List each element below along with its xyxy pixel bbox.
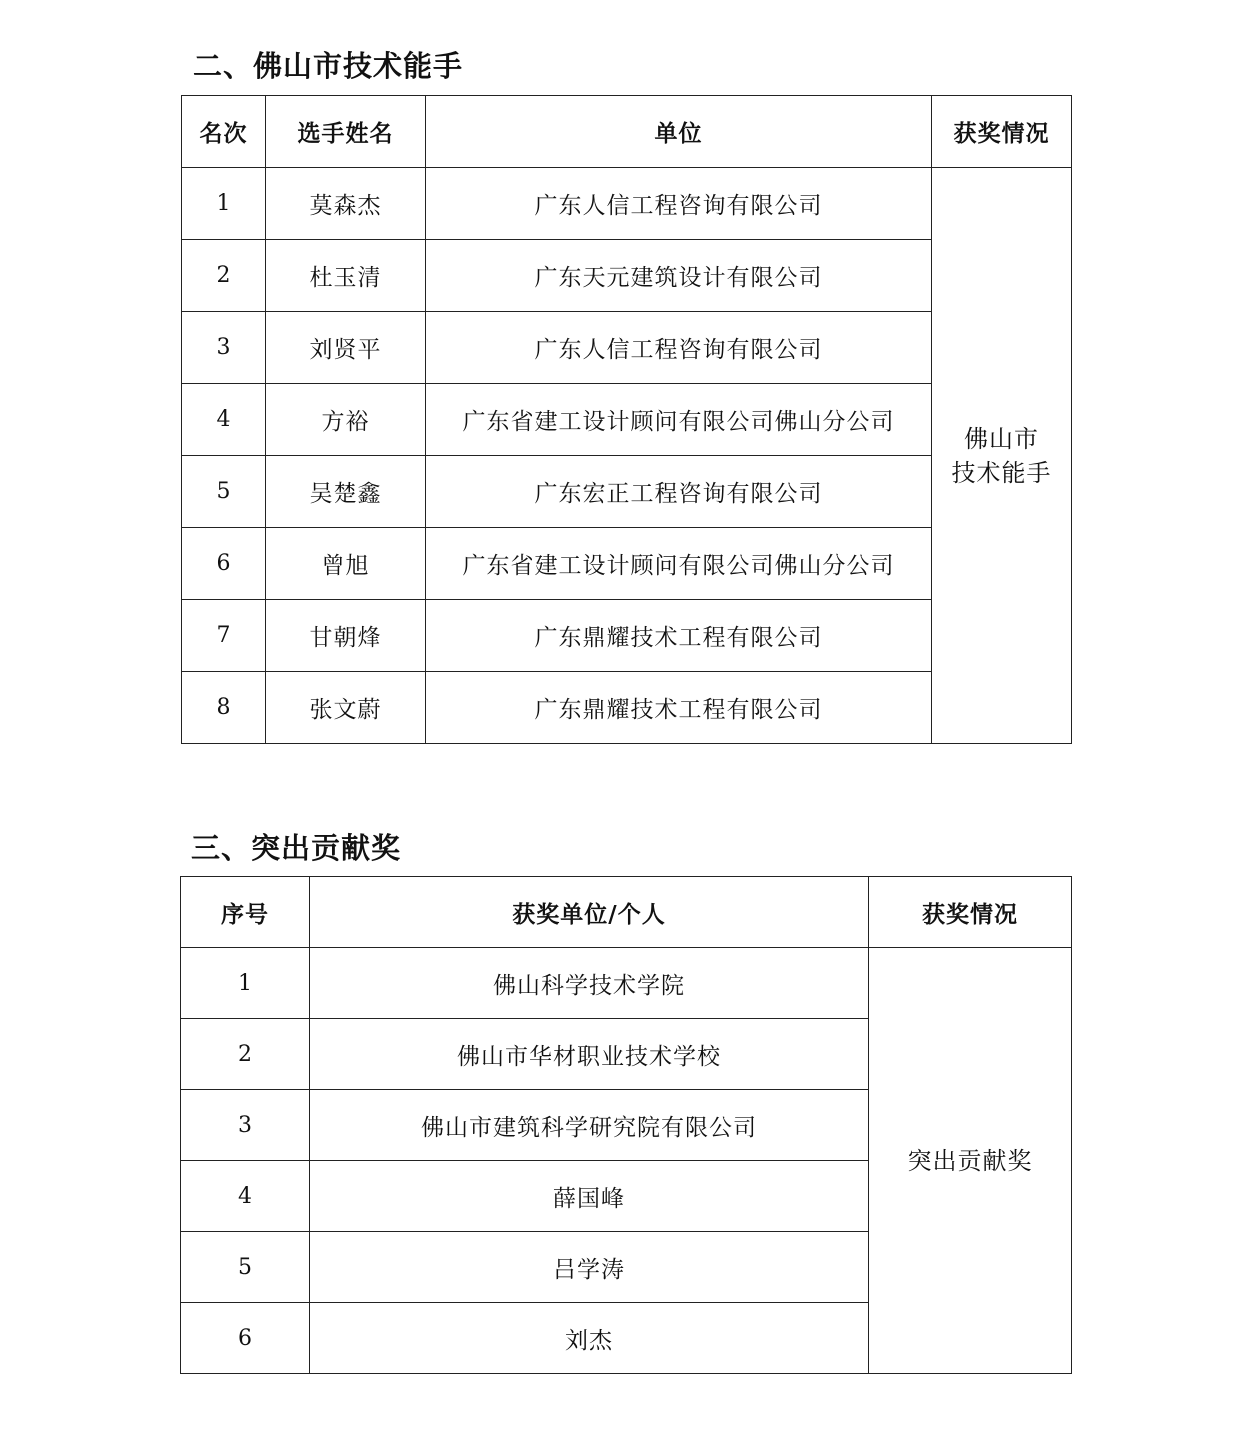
- award-cell: 突出贡献奖: [869, 948, 1072, 1374]
- name-cell: 吴楚鑫: [266, 456, 426, 528]
- seq-cell: 2: [181, 1019, 310, 1090]
- section-title-outstanding-contribution: 三、突出贡献奖: [191, 831, 402, 865]
- rank-cell: 3: [182, 312, 266, 384]
- unit-cell: 广东人信工程咨询有限公司: [426, 312, 932, 384]
- technical-experts-table: [181, 95, 1072, 744]
- unit-cell: 广东省建工设计顾问有限公司佛山分公司: [426, 384, 932, 456]
- seq-cell: 5: [181, 1232, 310, 1303]
- recipient-cell: 刘杰: [310, 1303, 869, 1374]
- name-cell: 刘贤平: [266, 312, 426, 384]
- award-line-1: 佛山市: [964, 424, 1039, 453]
- table-header-row: [181, 877, 1072, 948]
- header-award: 获奖情况: [932, 96, 1072, 168]
- rank-cell: 5: [182, 456, 266, 528]
- seq-cell: 1: [181, 948, 310, 1019]
- recipient-cell: 吕学涛: [310, 1232, 869, 1303]
- recipient-cell: 佛山市建筑科学研究院有限公司: [310, 1090, 869, 1161]
- name-cell: 杜玉清: [266, 240, 426, 312]
- rank-cell: 6: [182, 528, 266, 600]
- unit-cell: 广东人信工程咨询有限公司: [426, 168, 932, 240]
- unit-cell: 广东宏正工程咨询有限公司: [426, 456, 932, 528]
- unit-cell: 广东鼎耀技术工程有限公司: [426, 600, 932, 672]
- header-name: 选手姓名: [266, 96, 426, 168]
- rank-cell: 4: [182, 384, 266, 456]
- outstanding-contribution-table: [180, 876, 1072, 1374]
- seq-cell: 4: [181, 1161, 310, 1232]
- unit-cell: 广东天元建筑设计有限公司: [426, 240, 932, 312]
- name-cell: 曾旭: [266, 528, 426, 600]
- unit-cell: 广东鼎耀技术工程有限公司: [426, 672, 932, 744]
- recipient-cell: 佛山市华材职业技术学校: [310, 1019, 869, 1090]
- section-title-technical-experts: 二、佛山市技术能手: [193, 49, 464, 83]
- header-rank: 名次: [182, 96, 266, 168]
- rank-cell: 8: [182, 672, 266, 744]
- table-header-row: [182, 96, 1072, 168]
- header-seq: 序号: [181, 877, 310, 948]
- header-unit: 单位: [426, 96, 932, 168]
- rank-cell: 1: [182, 168, 266, 240]
- name-cell: 张文蔚: [266, 672, 426, 744]
- rank-cell: 2: [182, 240, 266, 312]
- table-row: [182, 168, 1072, 240]
- rank-cell: 7: [182, 600, 266, 672]
- seq-cell: 3: [181, 1090, 310, 1161]
- award-line-2: 技术能手: [951, 458, 1052, 487]
- recipient-cell: 佛山科学技术学院: [310, 948, 869, 1019]
- header-award: 获奖情况: [869, 877, 1072, 948]
- unit-cell: 广东省建工设计顾问有限公司佛山分公司: [426, 528, 932, 600]
- recipient-cell: 薛国峰: [310, 1161, 869, 1232]
- header-recipient: 获奖单位/个人: [310, 877, 869, 948]
- name-cell: 莫森杰: [266, 168, 426, 240]
- name-cell: 方裕: [266, 384, 426, 456]
- award-cell: [932, 168, 1072, 744]
- seq-cell: 6: [181, 1303, 310, 1374]
- table-row: [181, 948, 1072, 1019]
- name-cell: 甘朝烽: [266, 600, 426, 672]
